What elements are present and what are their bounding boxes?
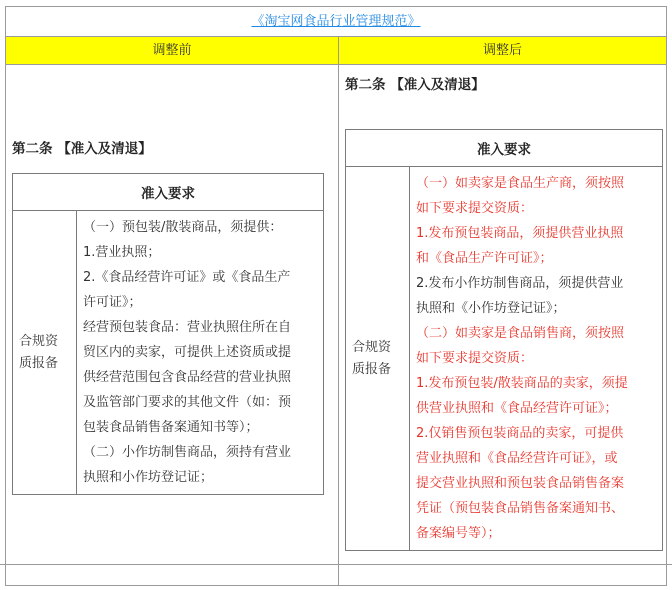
requirements-content-before [77, 211, 324, 495]
content-line: 1.营业执照； [83, 245, 161, 260]
regulation-title-link[interactable]: 《淘宝网食品行业管理规范》 [251, 14, 421, 29]
header-row [6, 37, 666, 65]
requirements-table-after [345, 129, 663, 551]
content-line: （一）如卖家是食品生产商，须按照 [416, 176, 625, 191]
content-line: 2.《食品经营许可证》或《食品生产 [83, 270, 291, 285]
content-line: 执照和小作坊登记证； [83, 470, 214, 485]
content-line: 备案编号等）； [416, 526, 501, 541]
content-line: 2.仅销售预包装商品的卖家，可提供 [416, 426, 624, 441]
label-line: 质报备 [19, 355, 59, 371]
content-line: 供经营范围包含食品经营的营业执照 [83, 370, 292, 385]
content-line: 贸区内的卖家，可提供上述资质或提 [83, 345, 292, 360]
after-column [339, 65, 666, 585]
content-line: 1.发布预包装商品，须提供营业执照 [416, 226, 624, 241]
content-line: 如下要求提交资质： [416, 201, 534, 216]
content-line: 和《食品生产许可证》； [416, 251, 553, 266]
content-line: 营业执照和《食品经营许可证》，或 [416, 451, 618, 466]
content-line: 及监管部门要求的其他文件（如：预 [83, 395, 292, 410]
content-line: 执照和《小作坊登记证》； [416, 301, 566, 316]
content-line: 提交营业执照和预包装食品销售备案 [416, 476, 625, 491]
article-title-before: 第二条 【准入及清退】 [12, 141, 152, 157]
compliance-label-before [13, 211, 77, 495]
label-line: 合规资 [19, 333, 59, 349]
title-row [6, 7, 666, 37]
content-line: 许可证》； [83, 295, 142, 310]
content-line: 2.发布小作坊制售商品，须提供营业 [416, 276, 624, 291]
requirements-content-after [410, 167, 663, 551]
content-line: 经营预包装食品：营业执照住所在自 [83, 320, 292, 335]
content-line: （二）如卖家是食品销售商，须按照 [416, 326, 625, 341]
content-line: 包装食品销售备案通知书等）； [83, 420, 259, 435]
requirements-table-before [12, 173, 324, 495]
label-line: 质报备 [352, 361, 392, 377]
content-line: 供营业执照和《食品经营许可证》； [416, 401, 618, 416]
content-line: （一）预包装/散装商品，须提供： [83, 220, 283, 235]
header-after: 调整后 [482, 43, 522, 58]
content-line: （二）小作坊制售商品，须持有营业 [83, 445, 292, 460]
label-line: 合规资 [352, 339, 392, 355]
content-row [6, 65, 666, 585]
requirements-head-before: 准入要求 [13, 174, 324, 211]
content-line: 凭证（预包装食品销售备案通知书、 [416, 501, 625, 516]
comparison-table [5, 6, 667, 586]
header-before: 调整前 [6, 37, 339, 64]
compliance-label-after [346, 167, 410, 551]
bottom-divider [0, 564, 672, 565]
article-title-after: 第二条 【准入及清退】 [345, 77, 485, 93]
content-line: 如下要求提交资质： [416, 351, 534, 366]
content-line: 1.发布预包装/散装商品的卖家，须提 [416, 376, 628, 391]
requirements-head-after: 准入要求 [346, 130, 663, 167]
before-column [6, 65, 339, 585]
